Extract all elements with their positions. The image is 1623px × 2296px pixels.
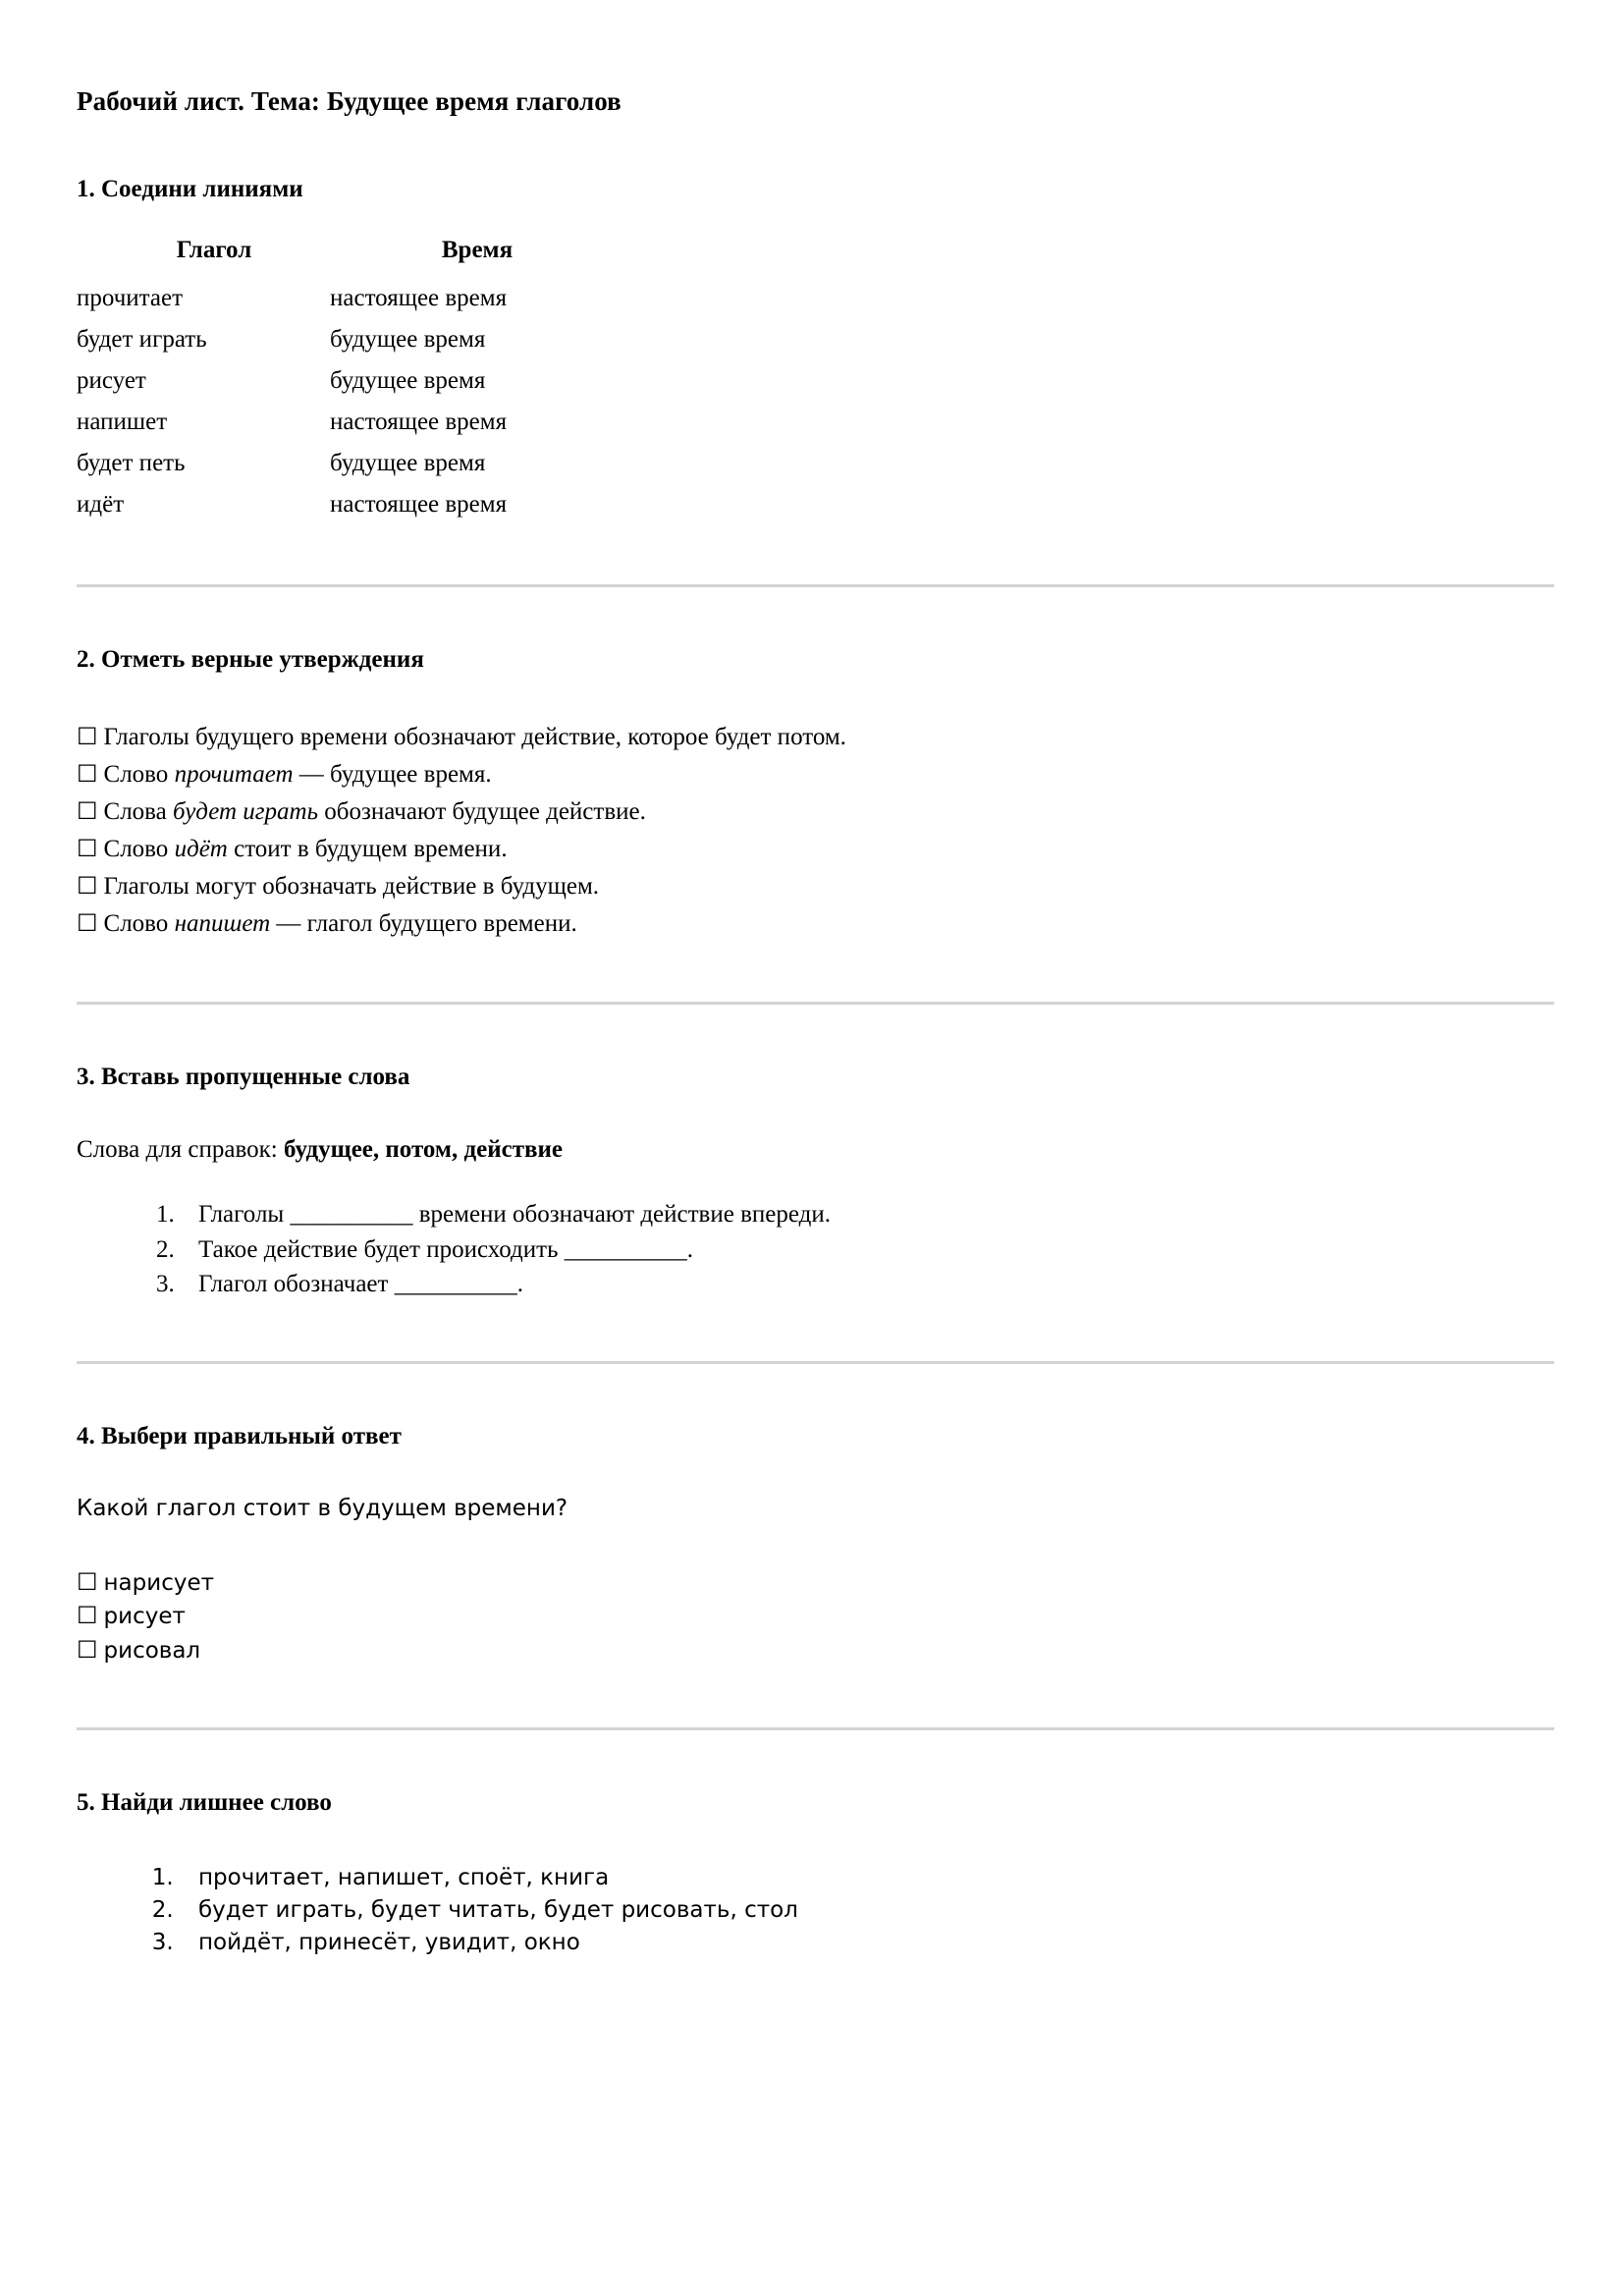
cell-verb[interactable]: будет петь [77,450,186,476]
statement-text-pre: Слово [103,910,175,937]
match-table-body [77,278,624,525]
cell-tense[interactable]: настоящее время [330,491,508,518]
checkbox-icon[interactable]: ☐ [77,874,98,900]
spacer [77,1817,1554,1862]
list-item[interactable] [181,1232,1554,1268]
cell-verb[interactable]: идёт [77,491,125,518]
cell-tense[interactable]: будущее время [330,450,486,476]
checkbox-icon[interactable]: ☐ [77,725,98,750]
statement-text-post: — будущее время. [293,761,492,788]
checkbox-icon[interactable]: ☐ [77,911,98,937]
cell-tense[interactable]: будущее время [330,367,486,394]
list-item[interactable] [77,756,1554,793]
statement-list [77,719,1554,943]
option-label: рисовал [103,1638,201,1665]
statement-text-emphasis: напишет [174,910,271,937]
spacer [77,117,1554,176]
list-item[interactable] [181,1197,1554,1232]
checkbox-icon[interactable]: ☐ [77,837,98,862]
blank-field[interactable]: __________ [564,1235,687,1263]
section-3-heading: 3. Вставь пропущенные слова [77,1064,410,1090]
cell-verb[interactable]: будет играть [77,326,207,353]
statement-text-post: стоит в будущем времени. [227,836,508,862]
section-5-heading: 5. Найди лишнее слово [77,1789,332,1817]
spacer [77,674,1554,719]
statement-text-emphasis: прочитает [174,761,294,788]
table-row[interactable] [77,402,624,443]
spacer [77,1302,1554,1361]
cell-tense[interactable]: настоящее время [330,285,508,311]
spacer [77,1521,1554,1566]
item-text-post: времени обозначают действие впереди. [412,1201,831,1228]
statement-text-pre: Слово [103,836,175,862]
item-text-post: . [686,1235,693,1263]
table-row[interactable] [77,484,624,525]
question-text: Какой глагол стоит в будущем времени? [77,1495,568,1521]
list-item[interactable] [77,905,1554,943]
list-item[interactable]: 1. прочитает, напишет, споёт, книга [181,1862,1554,1894]
table-header-row [77,237,624,278]
checkbox-icon[interactable]: ☐ [77,1604,98,1630]
cell-verb[interactable]: напишет [77,409,168,435]
reference-words-values: будущее, потом, действие [283,1136,563,1163]
spacer [77,1164,1554,1197]
checkbox-icon[interactable]: ☐ [77,1638,98,1665]
page-title: Рабочий лист. Тема: Будущее время глаголов [77,86,622,116]
statement-text-post: — глагол будущего времени. [270,910,577,937]
list-item[interactable] [77,1566,1554,1601]
blank-field[interactable]: __________ [394,1271,517,1297]
list-item[interactable] [77,1600,1554,1634]
spacer [77,1730,1554,1789]
list-item[interactable] [77,868,1554,905]
section-1-heading: 1. Соедини линиями [77,176,303,202]
blank-field[interactable]: __________ [290,1201,413,1228]
list-item[interactable] [77,719,1554,756]
reference-words-label: Слова для справок: [77,1136,284,1163]
spacer [77,1364,1554,1423]
spacer [77,525,1554,584]
checkbox-icon[interactable]: ☐ [77,1569,98,1596]
cell-tense[interactable]: настоящее время [330,409,508,435]
item-text-pre: Такое действие будет происходить [198,1235,565,1263]
cell-verb[interactable]: рисует [77,367,146,394]
spacer [77,943,1554,1002]
list-item[interactable] [77,831,1554,868]
statement-text-pre: Слова [103,798,173,825]
statement-text-pre: Глаголы будущего времени обозначают действие, которое будет потом. [103,724,846,750]
reference-words-line [77,1136,1554,1164]
statement-text-post: обозначают будущее действие. [317,798,646,825]
item-text-pre: Глаголы [198,1201,291,1228]
list-item[interactable] [77,1634,1554,1668]
cell-tense[interactable]: будущее время [330,326,486,353]
table-row[interactable] [77,443,624,484]
section-4-heading: 4. Выбери правильный ответ [77,1422,402,1449]
spacer [77,203,1554,237]
table-row[interactable] [77,278,624,319]
odd-word-list [77,1862,1554,1958]
match-table-head [77,237,624,278]
match-table [77,237,624,525]
spacer [77,1005,1554,1064]
list-item[interactable] [181,1267,1554,1302]
list-item[interactable]: 3. пойдёт, принесёт, увидит, окно [181,1927,1554,1959]
table-row[interactable] [77,319,624,360]
statement-text-emphasis: будет играть [173,798,318,825]
statement-text-emphasis: идёт [174,836,228,862]
table-row[interactable] [77,360,624,402]
item-text-pre: Глагол обозначает [198,1271,395,1297]
list-item[interactable]: 2. будет играть, будет читать, будет рисовать, стол [181,1894,1554,1927]
column-header-tense: Время [441,237,514,263]
answer-option-list [77,1566,1554,1669]
spacer [77,1668,1554,1727]
option-label: нарисует [103,1569,214,1596]
spacer [77,587,1554,646]
option-label: рисует [103,1604,186,1630]
checkbox-icon[interactable]: ☐ [77,762,98,788]
spacer [77,1091,1554,1136]
spacer [77,1450,1554,1496]
column-header-verb: Глагол [176,237,252,263]
fill-in-list [77,1197,1554,1302]
item-text-post: . [516,1271,523,1297]
checkbox-icon[interactable]: ☐ [77,799,98,825]
section-2-heading: 2. Отметь верные утверждения [77,646,424,673]
statement-text-pre: Слово [103,761,175,788]
list-item[interactable] [77,793,1554,831]
statement-text-pre: Глаголы могут обозначать действие в будущем. [103,873,600,900]
cell-verb[interactable]: прочитает [77,285,184,311]
